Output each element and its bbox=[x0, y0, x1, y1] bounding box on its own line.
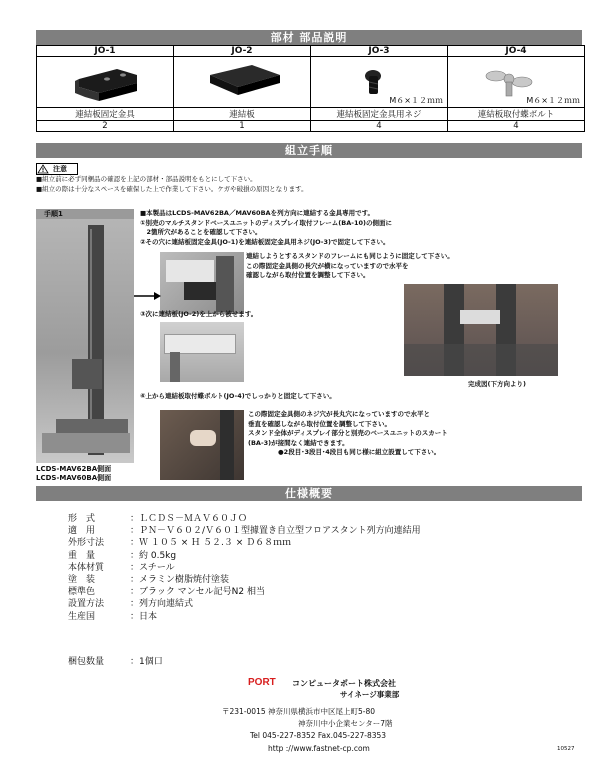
packing-row bbox=[68, 654, 163, 667]
part-code: JO-1 bbox=[37, 46, 174, 57]
spec-label: 外形寸法 bbox=[68, 538, 105, 549]
spec-row bbox=[68, 586, 548, 598]
part-size: M６×１２ｍｍ bbox=[526, 96, 580, 105]
bracket-closeup-photo bbox=[160, 252, 244, 314]
part-name: 連結板固定金具 bbox=[37, 108, 174, 121]
assembly-section-header: 組立手順 bbox=[36, 143, 582, 158]
instruction-d: ④上から連結板取付蝶ボルト(JO-4)でしっかりと固定して下さい。 bbox=[140, 392, 336, 400]
part-qty: 4 bbox=[311, 121, 448, 132]
spec-label: 生産国 bbox=[68, 611, 96, 622]
spec-label: 重 量 bbox=[68, 550, 96, 561]
part-code: JO-2 bbox=[174, 46, 311, 57]
step-label: 手順1 bbox=[36, 209, 134, 219]
instruction-line: 連結しようとするスタンドのフレームにも同じように固定して下さい。 bbox=[246, 252, 454, 260]
caution-label: 注意 bbox=[53, 165, 67, 173]
spec-row bbox=[68, 513, 548, 525]
company-tel: Tel 045-227-8352 Fax.045-227-8353 bbox=[250, 731, 387, 740]
part-name: 連結板固定金具用ネジ bbox=[311, 108, 448, 121]
company-dept: サイネージ事業部 bbox=[340, 690, 400, 699]
part-name: 連結板取付蝶ボルト bbox=[448, 108, 585, 121]
company-url[interactable]: http ://www.fastnet-cp.com bbox=[268, 744, 370, 753]
bracket-icon bbox=[37, 57, 173, 107]
bolt-fix-photo bbox=[160, 410, 244, 480]
spec-label: 塗 装 bbox=[68, 575, 96, 586]
caution-line: ■組立の際は十分なスペースを確保した上で作業して下さい。ケガや破損の原因となります。 bbox=[36, 185, 308, 193]
photo-caption-line: LCDS-MAV62BA側面 bbox=[36, 465, 112, 473]
parts-section-header: 部材 部品説明 bbox=[36, 30, 582, 45]
arrow-icon bbox=[134, 290, 162, 302]
photo-caption-line: LCDS-MAV60BA側面 bbox=[36, 474, 112, 482]
spec-label: 設置方法 bbox=[68, 599, 105, 610]
spec-row bbox=[68, 611, 548, 623]
instruction-line: この際固定金具側の長穴が横になっていますので水平を bbox=[246, 261, 409, 270]
part-qty: 1 bbox=[174, 121, 311, 132]
instruction-line: 確認しながら取付位置を調整して下さい。 bbox=[246, 271, 370, 280]
instruction-line: スタンド全体がディスプレイ部分と別売のベースユニットのスカート bbox=[248, 429, 448, 438]
part-image-cell bbox=[174, 57, 311, 108]
spec-label: 適 用 bbox=[68, 526, 96, 537]
part-size: M６×１２ｍｍ bbox=[389, 96, 443, 105]
part-image-cell bbox=[37, 57, 174, 108]
packing-label: 梱包数量 bbox=[68, 657, 105, 667]
company-address: 神奈川中小企業センター7階 bbox=[298, 719, 393, 728]
instructions-a bbox=[140, 209, 490, 247]
spec-value: ：Ｗ １０５ × Ｈ ５２.３ × Ｄ６８ｍｍ bbox=[130, 538, 292, 549]
company-name: コンピュータポート株式会社 bbox=[292, 679, 396, 688]
parts-table bbox=[36, 45, 585, 132]
company-logo: PORT bbox=[248, 677, 276, 688]
instruction-line: 2箇所穴があることを確認して下さい。 bbox=[140, 228, 262, 237]
spec-row bbox=[68, 525, 548, 537]
part-qty: 2 bbox=[37, 121, 174, 132]
photo-caption bbox=[36, 465, 111, 483]
spec-row bbox=[68, 574, 548, 586]
instructions-e bbox=[248, 410, 568, 458]
warning-icon bbox=[37, 164, 49, 174]
spec-label: 標準色 bbox=[68, 587, 96, 598]
spec-row bbox=[68, 562, 548, 574]
spec-value: ：ブラック マンセル記号N2 相当 bbox=[130, 587, 266, 598]
completed-photo bbox=[404, 284, 558, 376]
instruction-line: ■本製品はLCDS-MAV62BA／MAV60BAを列方向に連結する金具専用です。 bbox=[140, 209, 375, 217]
completed-caption: 完成図(下方向より) bbox=[468, 380, 526, 388]
stand-side-photo bbox=[36, 219, 134, 463]
instruction-line: 垂直を確認しながら取付位置を調整して下さい。 bbox=[248, 419, 391, 428]
instruction-line: (BA-3)が接間なく連結できます。 bbox=[248, 438, 349, 447]
part-code: JO-4 bbox=[448, 46, 585, 57]
caution-line: ■組立前に必ず同梱品の確認を上記の部材・部品説明をもとにして下さい。 bbox=[36, 175, 257, 183]
spec-section-header: 仕様概要 bbox=[36, 486, 582, 501]
spec-row bbox=[68, 550, 548, 562]
instructions-b bbox=[246, 252, 496, 281]
spec-value: ：スチール bbox=[130, 562, 175, 573]
instruction-line: ●2段目･3段目･4段目も同じ様に組立設置して下さい。 bbox=[278, 448, 441, 457]
plate-fit-photo bbox=[160, 322, 244, 382]
spec-row bbox=[68, 537, 548, 549]
spec-label: 形 式 bbox=[68, 514, 96, 524]
part-name: 連結板 bbox=[174, 108, 311, 121]
spec-value: ：ＰＮ－Ｖ６０２/Ｖ６０１型據置き自立型フロアスタント列方向連結用 bbox=[130, 526, 421, 537]
spec-label: 本体材質 bbox=[68, 562, 105, 573]
company-address: 〒231-0015 神奈川県横浜市中区尾上町5-80 bbox=[222, 707, 376, 716]
part-code: JO-3 bbox=[311, 46, 448, 57]
spec-row bbox=[68, 598, 548, 610]
spec-value: ：列方向連結式 bbox=[130, 599, 194, 610]
plate-icon bbox=[174, 57, 310, 107]
caution-text bbox=[36, 174, 576, 194]
part-image-cell bbox=[311, 57, 448, 108]
spec-value: ：日本 bbox=[130, 611, 158, 622]
instruction-line: ②その穴に連結板固定金具(JO-1)を連結板固定金具用ネジ(JO-3)で固定して下さい。 bbox=[140, 237, 390, 246]
doc-number: 10527 bbox=[557, 746, 575, 752]
spec-value: ：メラミン樹脂焼付塗装 bbox=[130, 575, 230, 586]
instruction-c: ③次に連結板(JO-2)を上から被せます。 bbox=[140, 310, 258, 318]
packing-value: ：1個口 bbox=[130, 657, 163, 667]
instruction-line: ①別売のマルチスタンドベースユニットのディスプレイ取付フレーム(BA-10)の側面に bbox=[140, 218, 392, 227]
part-image-cell bbox=[448, 57, 585, 108]
part-qty: 4 bbox=[448, 121, 585, 132]
instruction-line: この際固定金具側のネジ穴が長丸穴になっていますので水平と bbox=[248, 410, 430, 418]
spec-value: ：ＬＣＤＳ－ＭＡＶ６０ＪＯ bbox=[130, 514, 248, 524]
spec-list bbox=[68, 513, 548, 623]
spec-value: ：約 0.5kg bbox=[130, 550, 177, 561]
